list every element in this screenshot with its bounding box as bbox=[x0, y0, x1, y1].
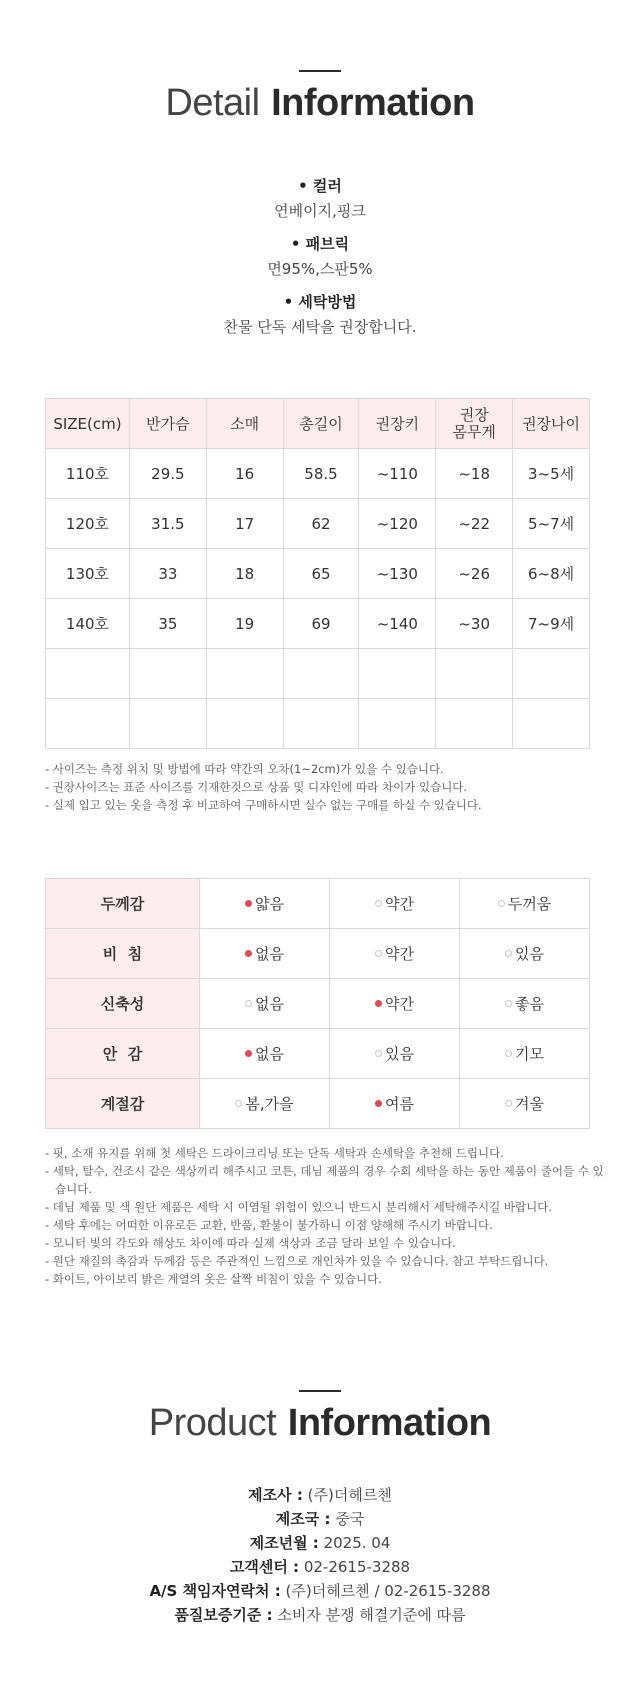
product-info-value: 소비자 분쟁 해결기준에 따름 bbox=[277, 1606, 466, 1624]
table-cell bbox=[436, 649, 513, 699]
table-cell: 17 bbox=[206, 499, 283, 549]
selected-dot-icon bbox=[375, 1000, 382, 1007]
table-cell: 69 bbox=[283, 599, 359, 649]
feel-option-label: 봄,가을 bbox=[245, 1095, 294, 1113]
table-cell bbox=[46, 699, 130, 749]
unselected-dot-icon bbox=[375, 950, 382, 957]
unselected-dot-icon bbox=[505, 1050, 512, 1057]
table-cell bbox=[206, 649, 283, 699]
feel-option bbox=[200, 979, 330, 1029]
feel-option-label: 약간 bbox=[385, 895, 414, 913]
selected-dot-icon bbox=[245, 1050, 252, 1057]
size-note: - 권장사이즈는 표준 사이즈를 기재한것으로 상품 및 디자인에 따라 차이가 있습니다. bbox=[45, 780, 468, 794]
feel-label: 두께감 bbox=[46, 879, 200, 929]
table-cell: 65 bbox=[283, 549, 359, 599]
feel-option bbox=[330, 979, 460, 1029]
product-info-item bbox=[0, 1531, 640, 1555]
product-title bbox=[0, 1400, 640, 1445]
product-info-item bbox=[0, 1555, 640, 1579]
spec-value: 면95%,스판5% bbox=[267, 260, 373, 278]
table-cell: 5~7세 bbox=[513, 499, 590, 549]
feel-label: 비 침 bbox=[46, 929, 200, 979]
table-cell: ~140 bbox=[359, 599, 436, 649]
selected-dot-icon bbox=[375, 1100, 382, 1107]
unselected-dot-icon bbox=[505, 950, 512, 957]
table-row bbox=[46, 549, 590, 599]
table-row-empty bbox=[46, 699, 590, 749]
size-table bbox=[45, 398, 590, 749]
feel-option-label: 기모 bbox=[515, 1045, 544, 1063]
table-cell bbox=[206, 699, 283, 749]
header-weight: 권장 몸무게 bbox=[436, 399, 513, 449]
size-table-header-row bbox=[46, 399, 590, 449]
table-row bbox=[46, 449, 590, 499]
feel-option bbox=[200, 1029, 330, 1079]
header-sleeve: 소매 bbox=[206, 399, 283, 449]
table-cell: ~120 bbox=[359, 499, 436, 549]
feel-option bbox=[460, 929, 590, 979]
spec-value: 찬물 단독 세탁을 권장합니다. bbox=[223, 318, 417, 336]
care-note: - 핏, 소재 유지를 위해 첫 세탁은 드라이크리닝 또는 단독 세탁과 손세탁을 추천해 드립니다. bbox=[45, 1146, 504, 1160]
table-row bbox=[46, 499, 590, 549]
feel-option bbox=[330, 1079, 460, 1129]
table-cell bbox=[283, 699, 359, 749]
feel-row-thickness bbox=[46, 879, 590, 929]
table-cell: 18 bbox=[206, 549, 283, 599]
header-size: SIZE(cm) bbox=[46, 399, 130, 449]
feel-option-label: 얇음 bbox=[255, 895, 284, 913]
table-cell: 33 bbox=[129, 549, 206, 599]
table-cell bbox=[129, 649, 206, 699]
product-info-value: (주)더헤르첸 bbox=[307, 1486, 392, 1504]
table-cell bbox=[436, 699, 513, 749]
feel-option-label: 두꺼움 bbox=[507, 895, 552, 913]
care-note: - 세탁 후에는 어떠한 이유로든 교환, 반품, 환불이 불가하니 이점 양해해 주시기 바랍니다. bbox=[45, 1218, 493, 1232]
feel-option-label: 없음 bbox=[255, 1045, 284, 1063]
spec-label: • 컬러 bbox=[298, 177, 342, 195]
table-cell: 62 bbox=[283, 499, 359, 549]
feel-option-label: 여름 bbox=[385, 1095, 414, 1113]
feel-row-stretch bbox=[46, 979, 590, 1029]
feel-option-label: 없음 bbox=[255, 945, 284, 963]
unselected-dot-icon bbox=[505, 1000, 512, 1007]
care-note: - 화이트, 아이보리 밝은 계열의 옷은 살짝 비침이 있을 수 있습니다. bbox=[45, 1272, 382, 1286]
spec-label: • 세탁방법 bbox=[283, 293, 357, 311]
detail-title-bold: Information bbox=[271, 82, 475, 124]
table-cell: ~110 bbox=[359, 449, 436, 499]
detail-title-light: Detail bbox=[165, 82, 260, 124]
feel-label: 신축성 bbox=[46, 979, 200, 1029]
product-info-value: (주)더헤르첸 / 02-2615-3288 bbox=[285, 1582, 491, 1600]
feel-row-sheerness bbox=[46, 929, 590, 979]
table-cell: 110호 bbox=[46, 449, 130, 499]
spec-label: • 패브릭 bbox=[290, 235, 350, 253]
table-row bbox=[46, 599, 590, 649]
care-note: - 세탁, 탈수, 건조시 같은 색상끼리 해주시고 코튼, 데님 제품의 경우 수회 세탁을 하는 동안 제품이 줄어들 수 있습니다. bbox=[45, 1164, 604, 1196]
table-cell bbox=[359, 649, 436, 699]
table-cell: 7~9세 bbox=[513, 599, 590, 649]
feel-option-label: 있음 bbox=[515, 945, 544, 963]
spec-color bbox=[0, 175, 640, 221]
size-note: - 사이즈는 측정 위치 및 방법에 따라 약간의 오차(1~2cm)가 있을 수 있습니다. bbox=[45, 762, 444, 776]
product-info-key: 제조년월 : bbox=[249, 1534, 319, 1552]
feel-option bbox=[460, 1029, 590, 1079]
care-note: - 모니터 빛의 각도와 해상도 차이에 따라 실제 색상과 조금 달라 보일 수 있습니다. bbox=[45, 1236, 456, 1250]
product-info-key: 고객센터 : bbox=[229, 1558, 300, 1576]
feel-option bbox=[200, 929, 330, 979]
product-info-key: 제조국 : bbox=[275, 1510, 331, 1528]
product-info-value: 중국 bbox=[335, 1510, 365, 1528]
table-cell: ~22 bbox=[436, 499, 513, 549]
table-cell: 19 bbox=[206, 599, 283, 649]
unselected-dot-icon bbox=[375, 900, 382, 907]
feel-option bbox=[330, 879, 460, 929]
table-cell: 3~5세 bbox=[513, 449, 590, 499]
selected-dot-icon bbox=[245, 900, 252, 907]
header-chest: 반가슴 bbox=[129, 399, 206, 449]
table-cell: 120호 bbox=[46, 499, 130, 549]
product-info-key: 제조사 : bbox=[248, 1486, 303, 1504]
product-info-key: 품질보증기준 : bbox=[174, 1606, 273, 1624]
table-cell: 29.5 bbox=[129, 449, 206, 499]
unselected-dot-icon bbox=[375, 1050, 382, 1057]
spec-washing bbox=[0, 291, 640, 337]
selected-dot-icon bbox=[245, 950, 252, 957]
product-info-list bbox=[0, 1483, 640, 1627]
feel-option-label: 없음 bbox=[255, 995, 284, 1013]
product-info-item bbox=[0, 1483, 640, 1507]
spec-value: 연베이지,핑크 bbox=[274, 202, 366, 220]
feel-row-season bbox=[46, 1079, 590, 1129]
table-cell bbox=[513, 699, 590, 749]
care-note: - 원단 재질의 촉감과 두께감 등은 주관적인 느낌으로 개인차가 있을 수 있습니다. 참고 부탁드립니다. bbox=[45, 1254, 549, 1268]
feel-label: 계절감 bbox=[46, 1079, 200, 1129]
product-title-rule bbox=[299, 1390, 341, 1392]
feel-option bbox=[460, 979, 590, 1029]
table-cell bbox=[46, 649, 130, 699]
size-note: - 실제 입고 있는 옷을 측정 후 비교하여 구매하시면 실수 없는 구매를 하실 수 있습니다. bbox=[45, 798, 482, 812]
header-height: 권장키 bbox=[359, 399, 436, 449]
product-title-bold: Information bbox=[287, 1402, 492, 1444]
product-info-value: 02-2615-3288 bbox=[303, 1558, 411, 1576]
unselected-dot-icon bbox=[498, 900, 505, 907]
unselected-dot-icon bbox=[235, 1100, 242, 1107]
feel-option bbox=[460, 1079, 590, 1129]
table-cell: 31.5 bbox=[129, 499, 206, 549]
table-cell bbox=[513, 649, 590, 699]
header-age: 권장나이 bbox=[513, 399, 590, 449]
header-length: 총길이 bbox=[283, 399, 359, 449]
spec-fabric bbox=[0, 233, 640, 279]
feel-option bbox=[330, 929, 460, 979]
detail-title bbox=[0, 80, 640, 125]
feel-table bbox=[45, 878, 590, 1129]
feel-option-label: 겨울 bbox=[515, 1095, 544, 1113]
feel-option-label: 좋음 bbox=[515, 995, 544, 1013]
feel-row-lining bbox=[46, 1029, 590, 1079]
unselected-dot-icon bbox=[245, 1000, 252, 1007]
size-notes bbox=[45, 760, 605, 814]
table-cell: ~30 bbox=[436, 599, 513, 649]
table-cell bbox=[129, 699, 206, 749]
product-title-light: Product bbox=[148, 1402, 277, 1444]
feel-option bbox=[200, 879, 330, 929]
table-cell: 130호 bbox=[46, 549, 130, 599]
feel-option bbox=[200, 1079, 330, 1129]
table-cell: 6~8세 bbox=[513, 549, 590, 599]
product-info-key: A/S 책임자연락처 : bbox=[149, 1582, 281, 1600]
feel-option-label: 약간 bbox=[385, 945, 414, 963]
product-info-value: 2025. 04 bbox=[323, 1534, 391, 1552]
table-row-empty bbox=[46, 649, 590, 699]
table-cell: 16 bbox=[206, 449, 283, 499]
unselected-dot-icon bbox=[505, 1100, 512, 1107]
detail-title-rule bbox=[299, 70, 341, 72]
care-notes bbox=[45, 1144, 605, 1288]
table-cell bbox=[359, 699, 436, 749]
product-info-item bbox=[0, 1579, 640, 1603]
table-cell: ~130 bbox=[359, 549, 436, 599]
table-cell: 58.5 bbox=[283, 449, 359, 499]
table-cell bbox=[283, 649, 359, 699]
product-info-item bbox=[0, 1603, 640, 1627]
feel-label: 안 감 bbox=[46, 1029, 200, 1079]
feel-option-label: 약간 bbox=[385, 995, 414, 1013]
care-note: - 데님 제품 및 색 원단 제품은 세탁 시 이염될 위험이 있으니 반드시 분리해서 세탁해주시길 바랍니다. bbox=[45, 1200, 552, 1214]
product-info-item bbox=[0, 1507, 640, 1531]
feel-option bbox=[460, 879, 590, 929]
feel-option bbox=[330, 1029, 460, 1079]
table-cell: ~18 bbox=[436, 449, 513, 499]
feel-option-label: 있음 bbox=[385, 1045, 414, 1063]
table-cell: 35 bbox=[129, 599, 206, 649]
table-cell: ~26 bbox=[436, 549, 513, 599]
table-cell: 140호 bbox=[46, 599, 130, 649]
